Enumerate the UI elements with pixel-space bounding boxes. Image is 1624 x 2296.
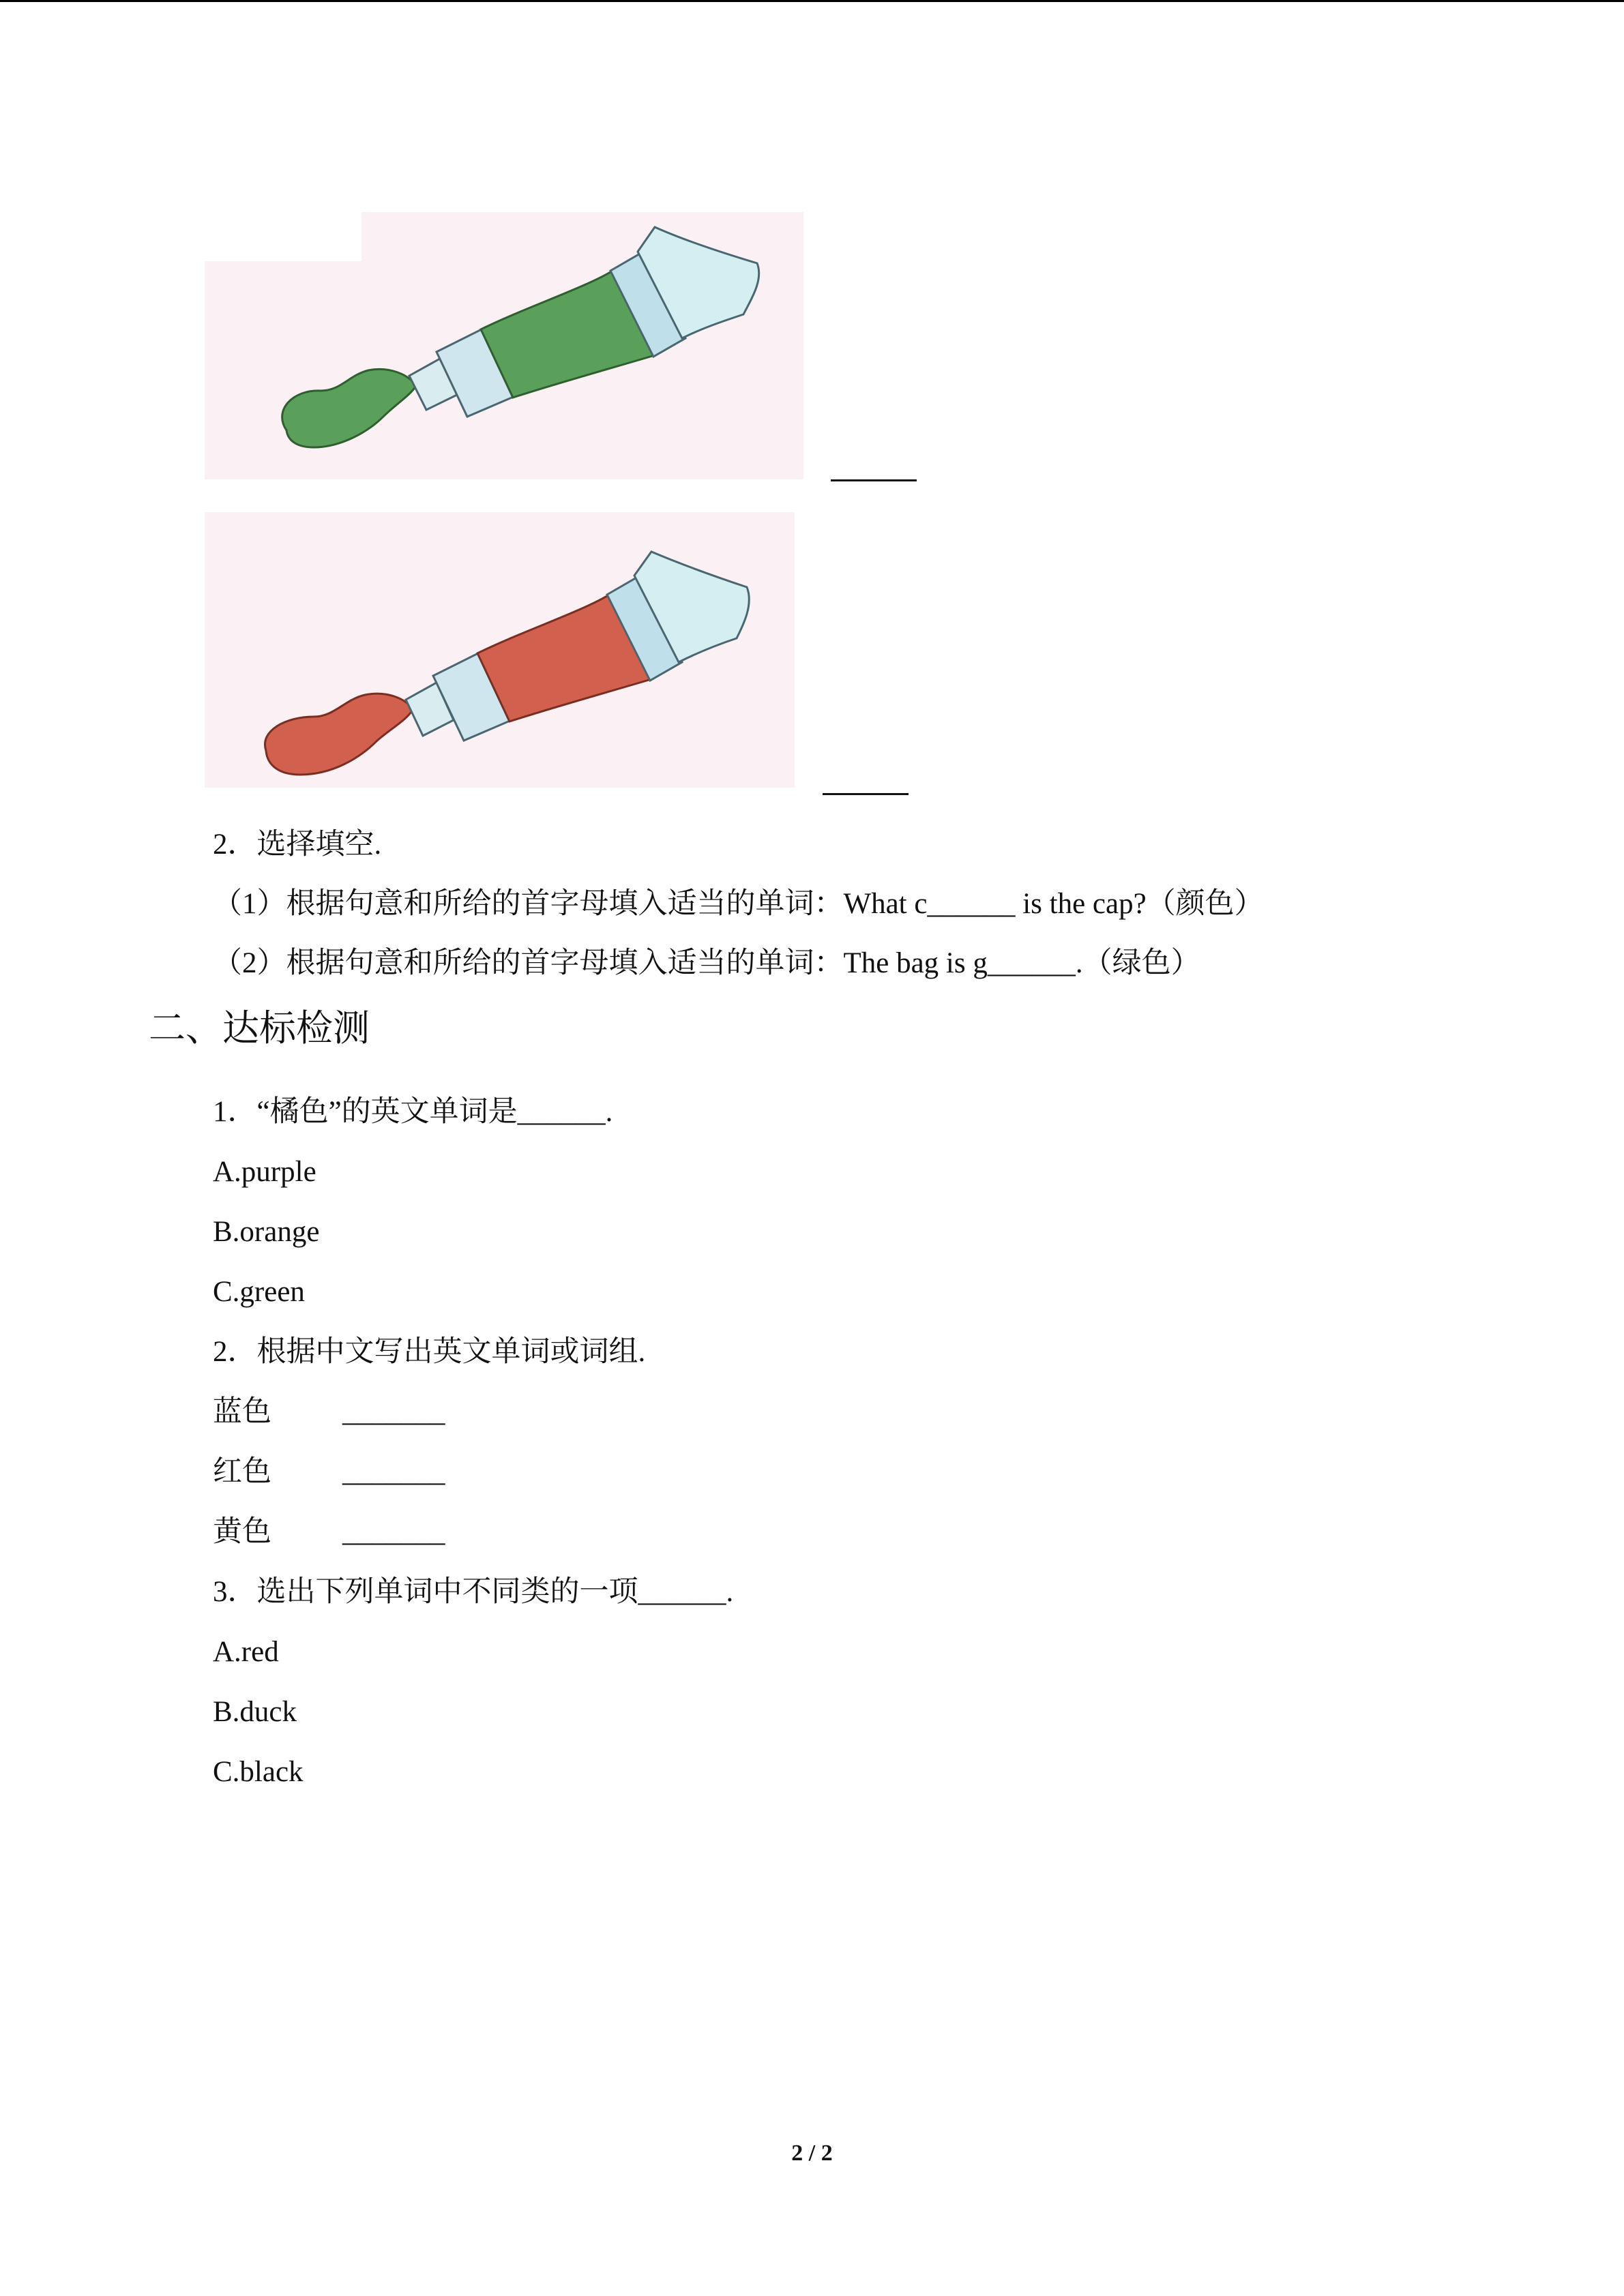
answer-blank-blue[interactable]: _______	[342, 1396, 445, 1428]
word-label-red: 红色	[213, 1456, 271, 1488]
section2-question-3-title: 3．选出下列单词中不同类的一项______.	[213, 1576, 734, 1608]
option-c: C.green	[213, 1276, 305, 1308]
section2-question-2-title: 2．根据中文写出英文单词或词组.	[213, 1336, 646, 1368]
q3-option-b: B.duck	[213, 1696, 297, 1728]
word-label-blue: 蓝色	[213, 1396, 271, 1428]
word-label-yellow: 黄色	[213, 1516, 271, 1548]
section2-question-1-title: 1．“橘色”的英文单词是______.	[213, 1096, 613, 1128]
option-a: A.purple	[213, 1156, 316, 1188]
question-2-item-2: （2）根据句意和所给的首字母填入适当的单词：The bag is g______.（绿色）	[213, 947, 1200, 979]
answer-blank-red[interactable]	[823, 793, 909, 795]
green-paint-tube-icon	[205, 212, 803, 479]
q3-option-c: C.black	[213, 1756, 304, 1788]
answer-blank-green[interactable]	[831, 479, 917, 481]
green-paint-tube-image	[205, 212, 803, 479]
option-b: B.orange	[213, 1216, 320, 1248]
question-2-title: 2．选择填空.	[213, 829, 382, 861]
page-number: 2 / 2	[791, 2141, 833, 2166]
answer-blank-red-word[interactable]: _______	[342, 1456, 445, 1488]
red-paint-tube-image	[205, 512, 795, 788]
section-heading: 二、达标检测	[149, 1008, 370, 1049]
answer-blank-yellow[interactable]: _______	[342, 1516, 445, 1548]
red-paint-tube-icon	[205, 512, 795, 788]
question-2-item-1: （1）根据句意和所给的首字母填入适当的单词：What c______ is the cap?（颜色）	[213, 888, 1264, 920]
q3-option-a: A.red	[213, 1636, 279, 1668]
